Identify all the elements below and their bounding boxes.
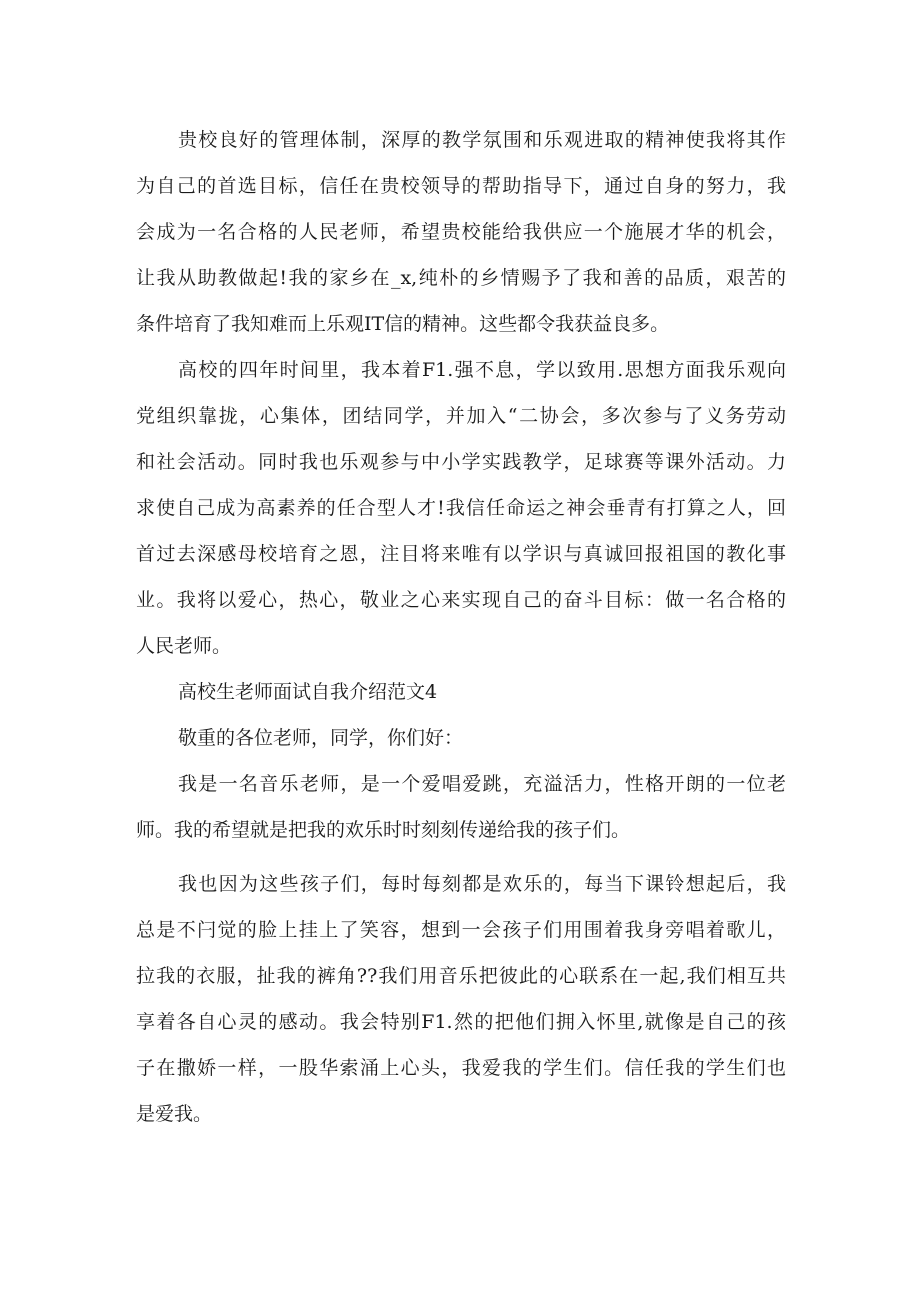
paragraph-line: 会成为一名合格的人民老师，希望贵校能给我供应一个施展才华的机会， bbox=[136, 221, 786, 243]
paragraph-line: 我也因为这些孩子们，每时每刻都是欢乐的，每当下课铃想起后，我 bbox=[178, 873, 786, 895]
paragraph-line: 高校的四年时间里，我本着F1.强不息，学以致用.思想方面我乐观向 bbox=[178, 359, 786, 381]
paragraph-line: 党组织靠拢，心集体，团结同学，并加入“二协会，多次参与了义务劳动 bbox=[136, 405, 786, 427]
paragraph-line: 人民老师。 bbox=[136, 635, 232, 657]
paragraph-line: 条件培育了我知难而上乐观IT信的精神。这些都令我获益良多。 bbox=[136, 313, 670, 335]
paragraph-line: 和社会活动。同时我也乐观参与中小学实践教学，足球赛等课外活动。力 bbox=[136, 451, 786, 473]
greeting-line: 敬重的各位老师，同学，你们好： bbox=[178, 727, 464, 749]
paragraph-line: 让我从助教做起!我的家乡在_x,纯朴的乡情赐予了我和善的品质，艰苦的 bbox=[136, 267, 786, 289]
paragraph-line: 子在撒娇一样，一股华索涌上心头，我爱我的学生们。信任我的学生们也 bbox=[136, 1057, 786, 1079]
paragraph-line: 师。我的希望就是把我的欢乐时时刻刻传递给我的孩子们。 bbox=[136, 819, 631, 841]
paragraph-line: 享着各自心灵的感动。我会特别F1.然的把他们拥入怀里,就像是自己的孩 bbox=[136, 1011, 786, 1033]
paragraph-line: 为自己的首选目标，信任在贵校领导的帮助指导下，通过自身的努力，我 bbox=[136, 175, 786, 197]
paragraph-line: 是爱我。 bbox=[136, 1103, 213, 1125]
section-heading: 高校生老师面试自我介绍范文4 bbox=[178, 681, 438, 703]
paragraph-line: 我是一名音乐老师，是一个爱唱爱跳，充溢活力，性格开朗的一位老 bbox=[178, 773, 786, 795]
paragraph-line: 总是不闩觉的脸上挂上了笑容，想到一会孩子们用围着我身旁唱着歌儿， bbox=[136, 919, 786, 941]
paragraph-line: 求使自己成为高素养的任合型人才!我信任命运之神会垂青有打算之人，回 bbox=[136, 497, 786, 519]
paragraph-line: 拉我的衣服，扯我的裤角??我们用音乐把彼此的心联系在一起,我们相互共 bbox=[136, 965, 786, 987]
paragraph-line: 贵校良好的管理体制，深厚的教学氛围和乐观进取的精神使我将其作 bbox=[178, 129, 786, 151]
paragraph-line: 业。我将以爱心，热心，敬业之心来实现自己的奋斗目标：做一名合格的 bbox=[136, 589, 786, 611]
document-body bbox=[136, 0, 786, 1301]
paragraph-line: 首过去深感母校培育之恩，注目将来唯有以学识与真诚回报祖国的教化事 bbox=[136, 543, 786, 565]
